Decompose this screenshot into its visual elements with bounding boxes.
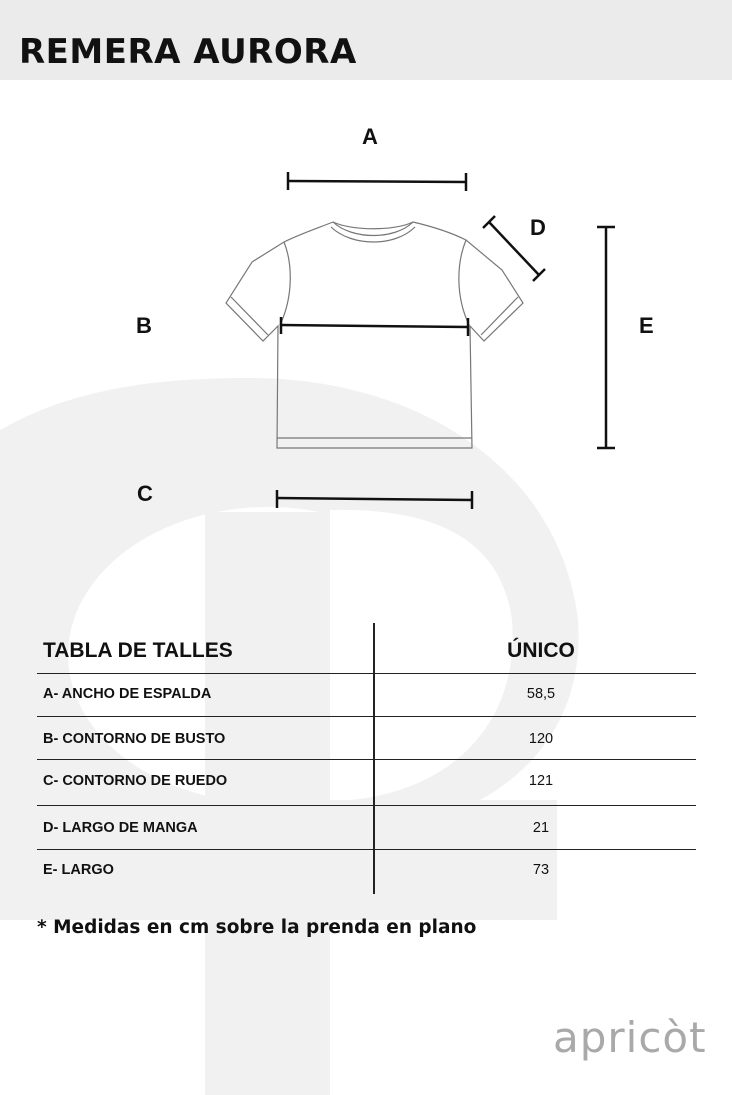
row-value: 58,5 (526, 686, 556, 702)
measurement-note: * Medidas en cm sobre la prenda en plano (37, 917, 477, 938)
row-divider (37, 805, 696, 806)
tshirt-flat-sketch (0, 80, 732, 600)
row-divider (37, 759, 696, 760)
row-label: B- CONTORNO DE BUSTO (43, 731, 226, 747)
row-value: 120 (528, 731, 554, 747)
row-label: C- CONTORNO DE RUEDO (43, 773, 228, 789)
label-c: C (137, 481, 153, 506)
label-d: D (530, 215, 546, 240)
table-header (37, 639, 696, 669)
row-label: A- ANCHO DE ESPALDA (43, 686, 212, 702)
label-a: A (362, 124, 378, 149)
table-header-size: ÚNICO (507, 639, 575, 662)
measure-line-c (277, 498, 472, 500)
table-header-title: TABLA DE TALLES (43, 639, 233, 662)
row-value: 21 (532, 820, 550, 836)
label-e: E (639, 313, 654, 338)
row-label: D- LARGO DE MANGA (43, 820, 198, 836)
title-bar (0, 0, 732, 80)
page-title: REMERA AURORA (19, 32, 357, 72)
row-label: E- LARGO (43, 862, 114, 878)
measure-line-a (288, 181, 466, 182)
label-b: B (136, 313, 152, 338)
row-divider (37, 673, 696, 674)
size-table (37, 623, 696, 895)
tshirt-body-outline (226, 222, 523, 448)
measurement-diagram (0, 80, 732, 600)
row-value: 73 (532, 862, 550, 878)
measure-line-b (281, 325, 468, 327)
brand-logo: apricòt (553, 1013, 707, 1062)
row-divider (37, 849, 696, 850)
row-divider (37, 716, 696, 717)
row-value: 121 (528, 773, 554, 789)
